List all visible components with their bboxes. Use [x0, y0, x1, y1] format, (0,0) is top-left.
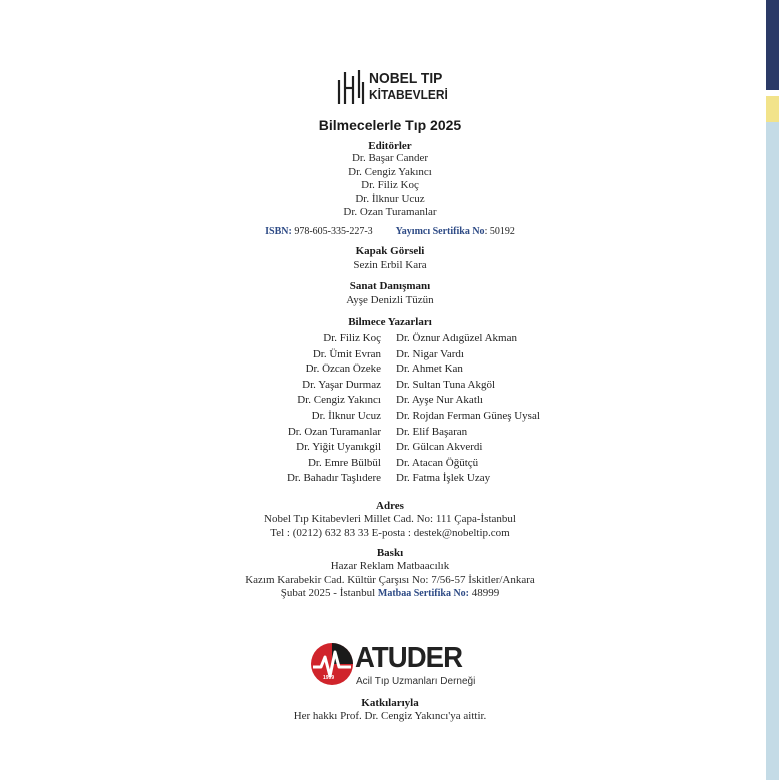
- isbn-value: 978-605-335-227-3: [294, 226, 373, 237]
- publisher-cert-value: : 50192: [484, 226, 515, 237]
- editors-section: [0, 140, 779, 220]
- atuder-subtitle: Acil Tıp Uzmanları Derneği: [356, 676, 476, 687]
- author-name: Dr. Filiz Koç: [323, 332, 381, 344]
- author-name: Dr. Yiğit Uyanıkgil: [296, 441, 381, 454]
- editor-name: Dr. Başar Cander: [351, 152, 429, 164]
- editor-name: Dr. İlknur Ucuz: [355, 192, 425, 205]
- riddle-authors-list: [0, 331, 779, 487]
- author-name: Dr. Cengiz Yakıncı: [297, 394, 381, 407]
- editor-name: Dr. Cengiz Yakıncı: [348, 165, 432, 178]
- riddle-authors-heading: Bilmece Yazarları: [348, 316, 432, 328]
- isbn-label: ISBN:: [265, 226, 292, 237]
- author-name: Dr. Sultan Tuna Akgöl: [396, 378, 496, 391]
- author-row: [0, 456, 779, 472]
- author-row: [0, 425, 779, 441]
- print-cert-value: 48999: [471, 587, 500, 599]
- art-advisor: Ayşe Denizli Tüzün: [346, 294, 434, 306]
- author-name: Dr. Ayşe Nur Akatlı: [396, 394, 483, 407]
- contribution-heading: Katkılarıyla: [361, 697, 419, 709]
- print-cert-label: Matbaa Sertifika No:: [377, 588, 470, 599]
- atuder-name: ATUDER: [355, 642, 463, 674]
- art-heading: Sanat Danışmanı: [349, 280, 431, 292]
- author-name: Dr. Ozan Turamanlar: [287, 425, 381, 438]
- isbn-row: [0, 226, 779, 237]
- author-name: Dr. Atacan Öğütçü: [396, 456, 479, 469]
- author-name: Dr. Öznur Adıgüzel Akman: [396, 332, 517, 344]
- cover-section: [0, 245, 779, 273]
- author-row: [0, 347, 779, 363]
- author-row: [0, 409, 779, 425]
- author-row: [0, 378, 779, 394]
- author-row: [0, 440, 779, 456]
- author-name: Dr. Fatma İşlek Uzay: [396, 472, 491, 485]
- author-name: Dr. Gülcan Akverdi: [396, 441, 483, 454]
- print-section: [0, 547, 779, 601]
- publisher-name-line1: NOBEL TIP: [369, 70, 443, 87]
- publisher-logo-icon: [336, 68, 366, 106]
- rights-line: Her hakkı Prof. Dr. Cengiz Yakıncı'ya aittir.: [293, 710, 487, 722]
- contact-line: Tel : (0212) 632 83 33 E-posta : destek@nobeltip.com: [270, 526, 510, 539]
- print-date-line: [0, 587, 779, 601]
- publisher-logo: [336, 68, 456, 108]
- author-name: Dr. Nigar Vardı: [396, 347, 464, 360]
- book-title: Bilmecelerle Tıp 2025: [318, 117, 462, 133]
- edge-strip-navy: [766, 0, 779, 90]
- author-name: Dr. Elif Başaran: [396, 425, 468, 438]
- edge-strip-yellow: [766, 96, 779, 122]
- author-row: [0, 393, 779, 409]
- address-line: Nobel Tıp Kitabevleri Millet Cad. No: 111 Çapa-İstanbul: [264, 513, 516, 525]
- cover-artist: Sezin Erbil Kara: [353, 259, 427, 271]
- author-name: Dr. Ümit Evran: [312, 347, 381, 360]
- address-section: [0, 500, 779, 540]
- author-name: Dr. Yaşar Durmaz: [302, 378, 381, 391]
- author-row: [0, 471, 779, 487]
- author-name: Dr. Ahmet Kan: [396, 363, 463, 376]
- author-row: [0, 331, 779, 347]
- atuder-logo: [310, 642, 480, 692]
- printer-address: Kazım Karabekir Cad. Kültür Çarşısı No: 7/56-57 İskitler/Ankara: [245, 573, 535, 586]
- printer-name: Hazar Reklam Matbaacılık: [330, 560, 450, 572]
- publisher-cert-label: Yayımcı Sertifika No: [395, 226, 485, 237]
- contribution-section: [0, 697, 779, 724]
- editor-name: Dr. Filiz Koç: [361, 179, 419, 191]
- author-name: Dr. Özcan Özeke: [305, 363, 381, 376]
- author-row: [0, 362, 779, 378]
- edge-strip-blue: [766, 122, 779, 780]
- author-name: Dr. Rojdan Ferman Güneş Uysal: [396, 409, 540, 422]
- address-heading: Adres: [376, 500, 404, 512]
- atuder-year: 1999: [323, 675, 335, 681]
- author-name: Dr. İlknur Ucuz: [311, 409, 381, 422]
- author-name: Dr. Emre Bülbül: [307, 456, 381, 469]
- print-date: Şubat 2025 - İstanbul: [280, 587, 376, 599]
- print-heading: Baskı: [376, 547, 404, 559]
- art-section: [0, 280, 779, 308]
- author-name: Dr. Bahadır Taşlıdere: [286, 472, 381, 485]
- editor-name: Dr. Ozan Turamanlar: [343, 206, 437, 218]
- publisher-name-line2: KİTABEVLERİ: [369, 87, 448, 102]
- cover-heading: Kapak Görseli: [355, 245, 425, 257]
- editors-heading: Editörler: [368, 140, 412, 152]
